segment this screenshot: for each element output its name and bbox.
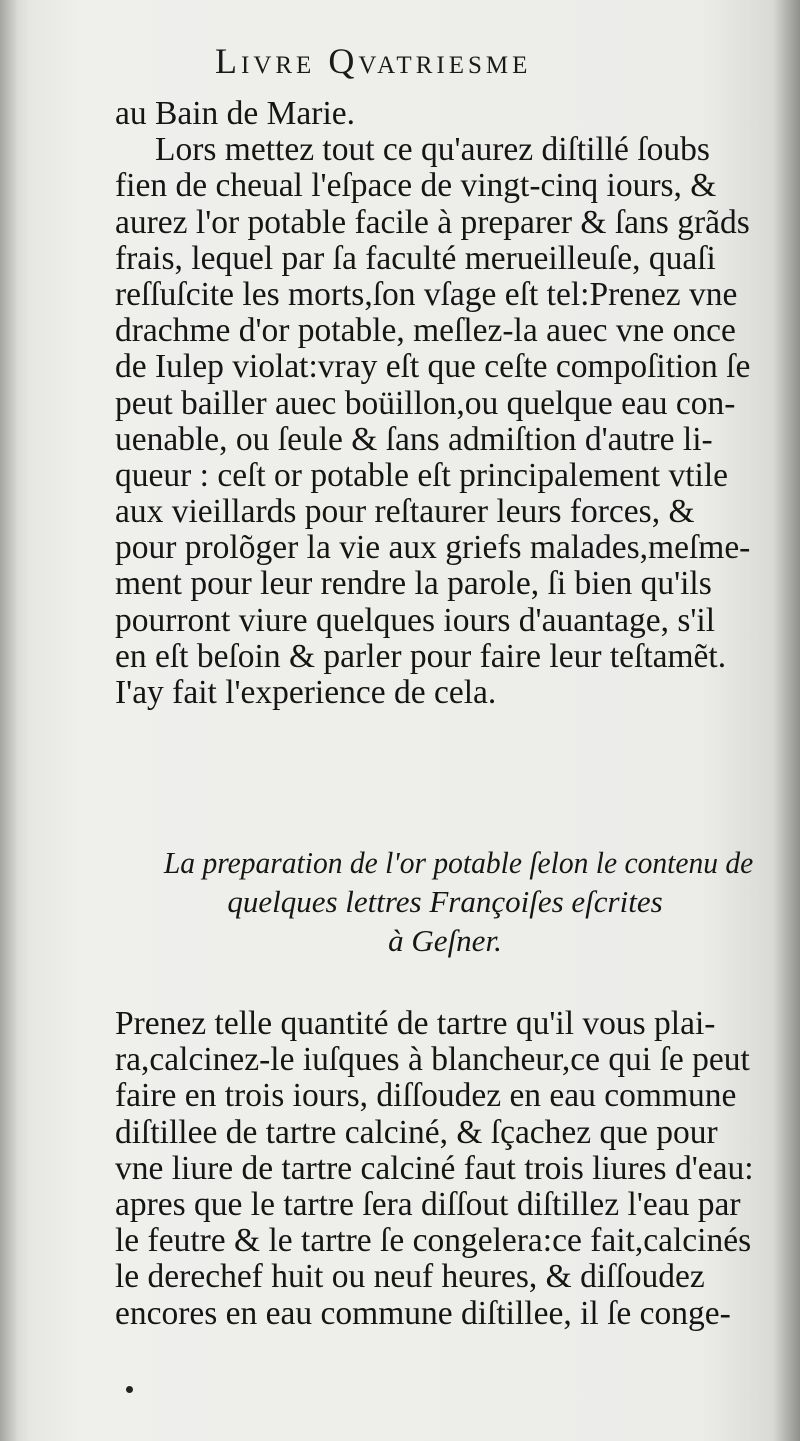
text-line: Prenez telle quantité de tartre qu'il vous plai- xyxy=(115,1005,716,1042)
text-line: reſſuſcite les morts,ſon vſage eſt tel:Prenez vne xyxy=(115,275,738,313)
text-line: frais, lequel par ſa faculté merueilleuſe, quaſi xyxy=(115,239,716,277)
ink-speck xyxy=(126,1386,133,1393)
text-line: vne liure de tartre calciné faut trois liures d'eau: xyxy=(115,1149,754,1187)
text-line: encores en eau commune diſtillee, il ſe conge- xyxy=(115,1294,731,1332)
text-line: ra,calcinez-le iuſques à blancheur,ce qui ſe peut xyxy=(115,1041,750,1079)
text-line: Lors mettez tout ce qu'aurez diſtillé ſoubs xyxy=(155,131,710,169)
text-line: le feutre & le tartre ſe congelera:ce fait,calcinés xyxy=(115,1222,752,1260)
text-line: apres que le tartre ſera diſſout diſtillez l'eau par xyxy=(115,1185,741,1223)
text-line: ment pour leur rendre la parole, ſi bien qu'ils xyxy=(115,565,712,603)
gutter-shadow xyxy=(0,0,18,1441)
section-heading xyxy=(150,843,754,960)
running-header: Livre Qvatriesme xyxy=(215,41,532,81)
text-line: diſtillee de tartre calciné, & ſçachez que pour xyxy=(115,1113,718,1151)
text-line: le derechef huit ou neuf heures, & diſſoudez xyxy=(115,1258,705,1296)
heading-line: à Geſner. xyxy=(388,923,502,958)
text-line: uenable, ou ſeule & ſans admiſtion d'autre li- xyxy=(115,420,713,458)
text-line: aux vieillards pour reſtaurer leurs forces, & xyxy=(115,493,695,531)
heading-line: La preparation de l'or potable ſelon le contenu de xyxy=(163,845,754,880)
paragraph-1 xyxy=(115,96,763,711)
text-line: pourront viure quelques iours d'auantage, s'il xyxy=(115,601,716,639)
text-line: queur : ceſt or potable eſt principalement vtile xyxy=(115,456,729,494)
text-line: aurez l'or potable facile à preparer & ſans grãds xyxy=(115,203,750,241)
text-line: I'ay fait l'experience de cela. xyxy=(115,674,497,711)
text-line: au Bain de Marie. xyxy=(115,95,355,132)
text-line: drachme d'or potable, meſlez-la auec vne once xyxy=(115,312,736,350)
text-line: faire en trois iours, diſſoudez en eau commune xyxy=(115,1077,737,1115)
text-line: de Iulep violat:vray eſt que ceſte compoſition ſe xyxy=(115,348,751,386)
edge-shadow xyxy=(774,0,800,1441)
text-line: fien de cheual l'eſpace de vingt-cinq iours, & xyxy=(115,167,717,205)
text-line: en eſt beſoin & parler pour faire leur teſtamẽt. xyxy=(115,637,727,675)
paragraph-2 xyxy=(115,1006,763,1332)
text-line: peut bailler auec boüillon,ou quelque eau con- xyxy=(115,384,736,422)
heading-line: quelques lettres Françoiſes eſcrites xyxy=(227,884,663,919)
text-line: pour prolõger la vie aux griefs malades,meſme- xyxy=(115,529,751,567)
